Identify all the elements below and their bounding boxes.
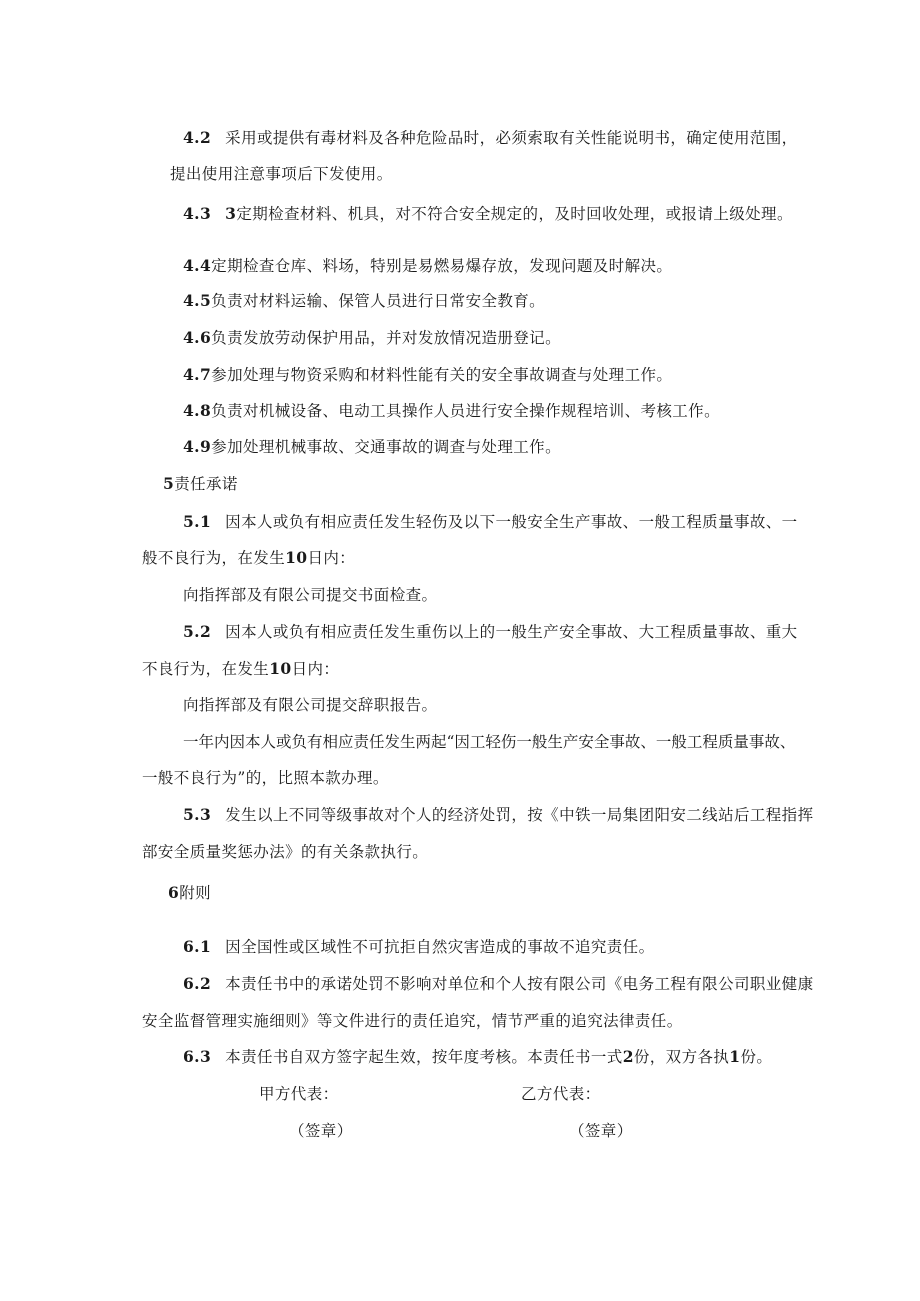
section-6-heading [168, 883, 211, 903]
clause-bold-number: 3 [225, 204, 237, 223]
day-count: 10 [285, 548, 308, 567]
clause-text: 负责对机械设备、电动工具操作人员进行安全操作规程培训、考核工作。 [211, 402, 720, 420]
clause-5-3-line2: 部安全质量奖惩办法》的有关条款执行。 [142, 843, 429, 861]
clause-5-2-line3: 向指挥部及有限公司提交辞职报告。 [183, 696, 438, 714]
clause-6-2-line1 [183, 974, 813, 994]
clause-number: 5.3 [183, 805, 212, 824]
clause-number: 4.8 [183, 401, 212, 420]
clause-text: 参加处理机械事故、交通事故的调查与处理工作。 [211, 438, 561, 456]
clause-5-2-line4: 一年内因本人或负有相应责任发生两起“因工轻伤一般生产安全事故、一般工程质量事故、 [183, 733, 796, 751]
section-5-heading [163, 474, 238, 494]
party-b-seal-label: （签章） [569, 1122, 633, 1140]
section-title: 附则 [179, 884, 211, 902]
clause-text: 份。 [740, 1048, 773, 1066]
clause-text: 般不良行为，在发生 [142, 549, 286, 567]
clause-4-4 [183, 256, 672, 276]
clause-5-3-line1 [183, 805, 813, 825]
clause-number: 6.2 [183, 974, 212, 993]
clause-text: 份，双方各执 [633, 1048, 730, 1066]
clause-number: 4.3 [183, 204, 212, 223]
clause-5-2-line1 [183, 622, 798, 642]
clause-4-5 [183, 291, 545, 311]
clause-text: 定期检查材料、机具，对不符合安全规定的，及时回收处理，或报请上级处理。 [236, 205, 793, 223]
clause-5-1-line1 [183, 512, 798, 532]
clause-6-3 [183, 1047, 772, 1067]
clause-4-7 [183, 365, 672, 385]
section-number: 5 [163, 474, 175, 493]
clause-text: 不良行为，在发生 [142, 660, 270, 678]
clause-text: 日内： [291, 660, 340, 678]
party-a-representative-label: 甲方代表： [259, 1085, 339, 1103]
clause-text: 发生以上不同等级事故对个人的经济处罚，按《中铁一局集团阳安二线站后工程指挥 [225, 806, 814, 824]
clause-number: 4.7 [183, 365, 212, 384]
clause-text: 因全国性或区域性不可抗拒自然灾害造成的事故不追究责任。 [225, 938, 655, 956]
clause-number: 6.1 [183, 937, 212, 956]
clause-4-3 [183, 204, 793, 224]
clause-number: 4.6 [183, 328, 212, 347]
day-count: 10 [269, 659, 292, 678]
clause-text: 参加处理与物资采购和材料性能有关的安全事故调查与处理工作。 [211, 366, 673, 384]
clause-4-6 [183, 328, 561, 348]
copy-count: 2 [622, 1047, 634, 1066]
clause-6-1 [183, 937, 654, 957]
clause-text: 定期检查仓库、料场，特别是易燃易爆存放，发现问题及时解决。 [211, 257, 673, 275]
clause-number: 5.1 [183, 512, 212, 531]
clause-5-2-line5: 一般不良行为”的，比照本款办理。 [142, 769, 389, 787]
section-title: 责任承诺 [174, 475, 238, 493]
clause-6-2-line2: 安全监督管理实施细则》等文件进行的责任追究，情节严重的追究法律责任。 [142, 1012, 683, 1030]
clause-5-1-line3: 向指挥部及有限公司提交书面检查。 [183, 586, 438, 604]
clause-5-1-line2 [142, 548, 355, 568]
clause-text: 因本人或负有相应责任发生轻伤及以下一般安全生产事故、一般工程质量事故、一 [225, 513, 798, 531]
clause-text: 因本人或负有相应责任发生重伤以上的一般生产安全事故、大工程质量事故、重大 [225, 623, 798, 641]
clause-number: 5.2 [183, 622, 212, 641]
clause-text: 本责任书中的承诺处罚不影响对单位和个人按有限公司《电务工程有限公司职业健康 [225, 975, 814, 993]
clause-5-2-line2 [142, 659, 339, 679]
clause-text: 采用或提供有毒材料及各种危险品时，必须索取有关性能说明书，确定使用范围， [225, 129, 798, 147]
copy-count: 1 [729, 1047, 741, 1066]
clause-4-9 [183, 437, 561, 457]
clause-number: 4.9 [183, 437, 212, 456]
clause-text: 负责对材料运输、保管人员进行日常安全教育。 [211, 292, 546, 310]
party-b-representative-label: 乙方代表： [521, 1085, 601, 1103]
party-a-seal-label: （签章） [289, 1122, 353, 1140]
clause-number: 4.4 [183, 256, 212, 275]
clause-number: 4.5 [183, 291, 212, 310]
clause-4-8 [183, 401, 720, 421]
clause-number: 6.3 [183, 1047, 212, 1066]
clause-text: 日内： [307, 549, 356, 567]
clause-text: 本责任书自双方签字起生效，按年度考核。本责任书一式 [225, 1048, 623, 1066]
clause-4-2-line1 [183, 128, 798, 148]
clause-number: 4.2 [183, 128, 212, 147]
clause-4-2-line2: 提出使用注意事项后下发使用。 [170, 165, 393, 183]
section-number: 6 [168, 883, 180, 902]
clause-text: 负责发放劳动保护用品，并对发放情况造册登记。 [211, 329, 561, 347]
